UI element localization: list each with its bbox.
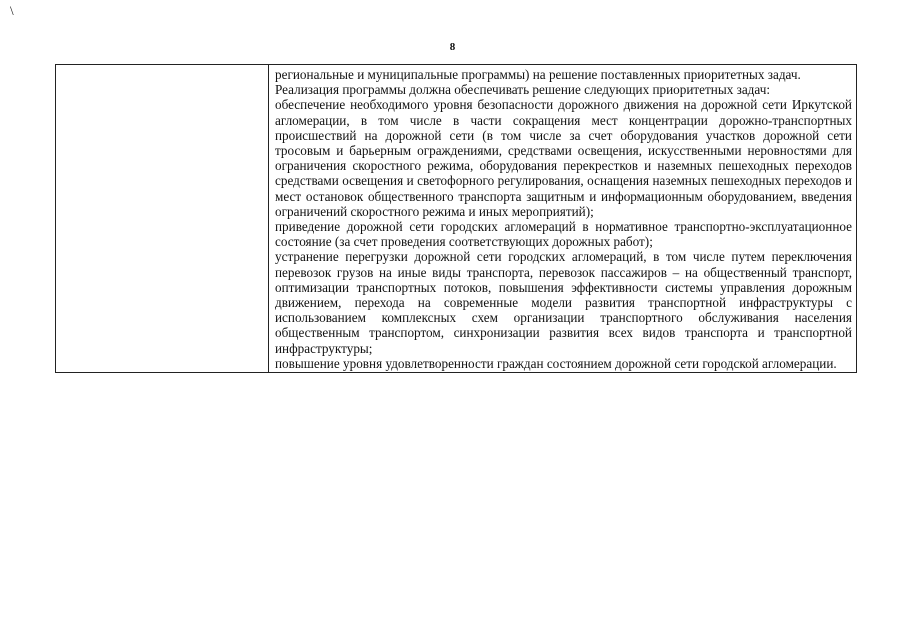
paragraph-task-safety: обеспечение необходимого уровня безопасности дорожного движения на дорожной сети Иркутской агломерации, в том числе в части сокращения мест концентрации дорожно-транспортных происшествий на дорожной сети (в том числе за счет оборудования участков дорожной сети тросовым и барьерным ограждениями, средствами освещения, искусственными неровностями для ограничения скоростного режима, оборудования перекрестков и наземных пешеходных переходов средствами освещения и светофорного регулирования, оснащения наземных пешеходных переходов и мест остановок общественного транспорта защитным и информационным оборудованием, введения ограничений скоростного режима и иных мероприятий); xyxy=(275,97,852,219)
table-row xyxy=(56,65,857,373)
page-number: 8 xyxy=(449,41,456,53)
paragraph-task-normative-state: приведение дорожной сети городских агломераций в нормативное транспортно-эксплуатационное состояние (за счет проведения соответствующих дорожных работ); xyxy=(275,219,852,250)
paragraph-task-congestion: устранение перегрузки дорожной сети городских агломераций, в том числе путем переключения перевозок грузов на иные виды транспорта, перевозок пассажиров – на общественный транспорт, оптимизации транспортных потоков, повышения эффективности системы управления дорожным движением, перехода на современные модели развития транспортной инфраструктуры с использованием комплексных схем организации транспортного обслуживания населения общественным транспортом, синхронизации развития всех видов транспорта и транспортной инфраструктуры; xyxy=(275,249,852,356)
paragraph-task-satisfaction: повышение уровня удовлетворенности граждан состоянием дорожной сети городской агломерации. xyxy=(275,355,837,371)
content-table xyxy=(55,64,857,373)
left-empty-cell xyxy=(56,65,269,373)
text-cell xyxy=(269,65,857,373)
paragraph-tasks-heading: Реализация программы должна обеспечивать решение следующих приоритетных задач: xyxy=(275,82,770,98)
paragraph-intro-continuation: региональные и муниципальные программы) на решение поставленных приоритетных задач. xyxy=(275,67,801,82)
corner-mark: \ xyxy=(10,3,14,18)
